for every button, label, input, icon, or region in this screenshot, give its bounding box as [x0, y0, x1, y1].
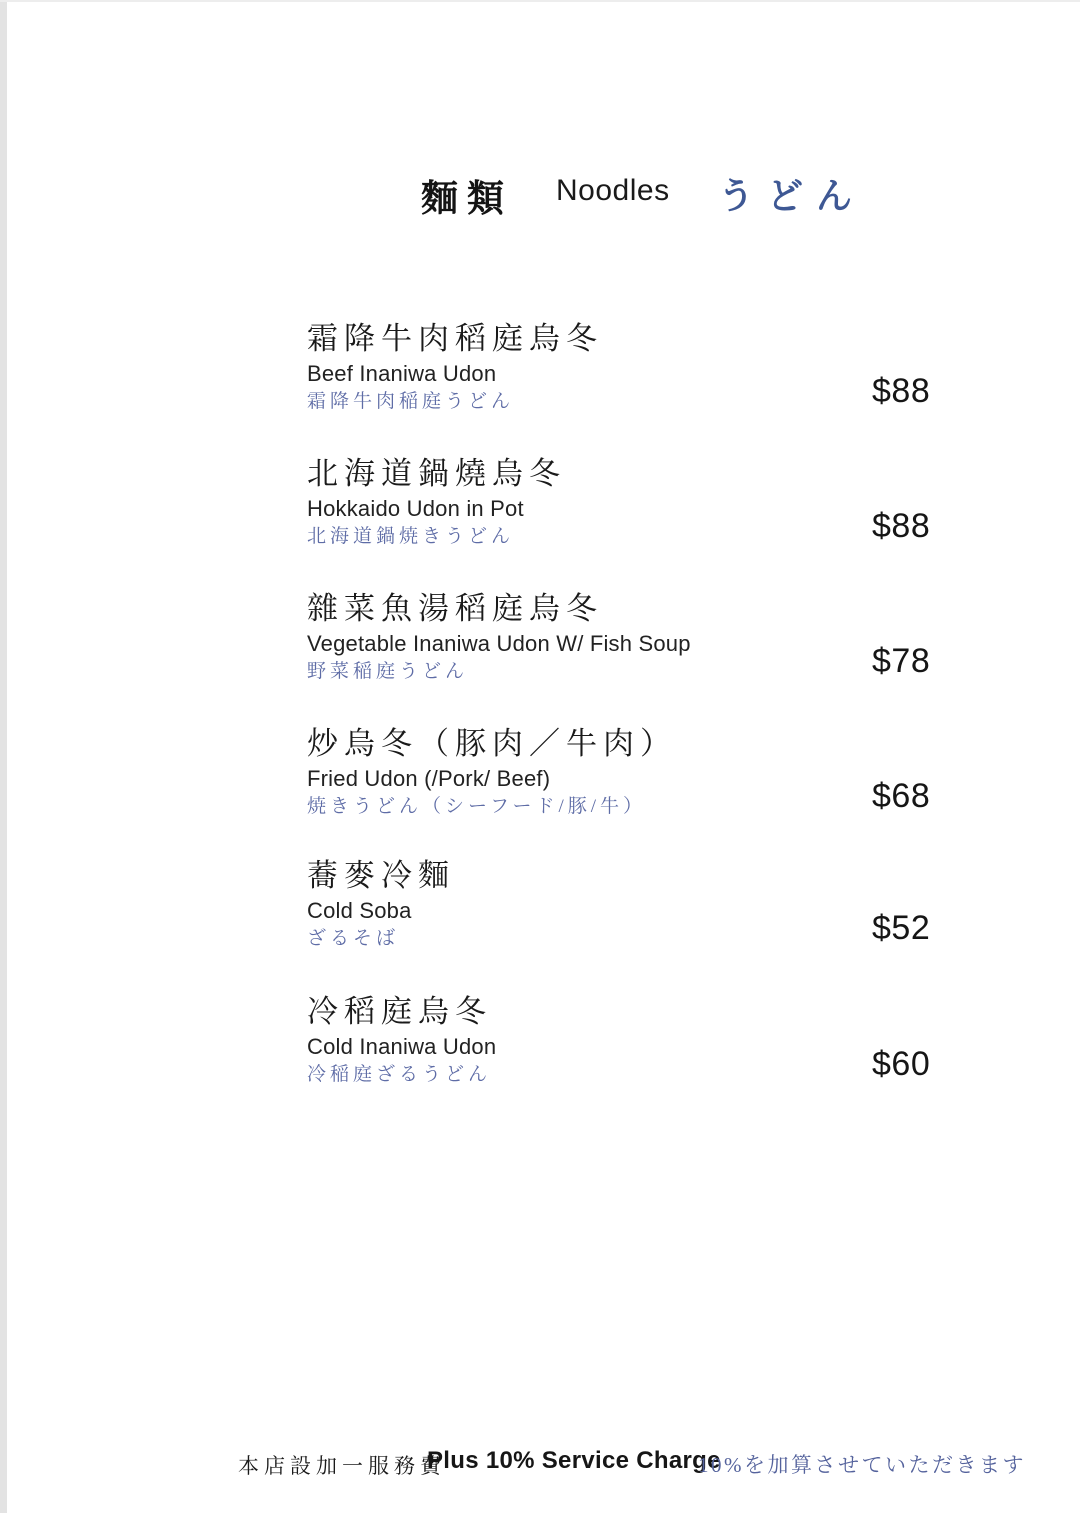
- item-name-japanese: 野菜稲庭うどん: [307, 661, 469, 682]
- item-price: $88: [872, 507, 931, 545]
- item-name-japanese: ざるそば: [307, 928, 400, 949]
- menu-item: [307, 994, 867, 1086]
- item-name-chinese: 蕎麥冷麵: [307, 858, 455, 893]
- item-price: $88: [872, 372, 931, 410]
- menu-item: [307, 456, 867, 548]
- item-name-japanese: 霜降牛肉稲庭うどん: [307, 391, 515, 412]
- item-name-english: Vegetable Inaniwa Udon W/ Fish Soup: [307, 631, 691, 656]
- item-price: $68: [872, 777, 931, 815]
- footer-note-chinese: 本店設加一服務費: [238, 1454, 446, 1478]
- item-name-chinese: 霜降牛肉稻庭烏冬: [307, 321, 603, 356]
- page-left-edge: [0, 0, 7, 1513]
- menu-item: [307, 858, 867, 950]
- menu-item: [307, 726, 867, 818]
- item-name-english: Hokkaido Udon in Pot: [307, 496, 524, 521]
- item-name-chinese: 炒烏冬（豚肉／牛肉）: [307, 726, 677, 761]
- menu-item: [307, 591, 867, 683]
- item-price: $78: [872, 642, 931, 680]
- page-top-edge: [0, 0, 1080, 2]
- item-name-chinese: 北海道鍋燒烏冬: [307, 456, 566, 491]
- item-name-japanese: 北海道鍋焼きうどん: [307, 526, 515, 547]
- item-name-japanese: 冷稲庭ざるうどん: [307, 1064, 492, 1085]
- item-name-english: Fried Udon (/Pork/ Beef): [307, 766, 551, 791]
- item-name-japanese: 焼きうどん（シーフード/豚/牛）: [307, 796, 647, 817]
- menu-item: [307, 321, 867, 413]
- item-name-english: Cold Soba: [307, 898, 412, 923]
- footer-note-english: Plus 10% Service Charge: [427, 1447, 721, 1474]
- item-price: $52: [872, 909, 931, 947]
- item-name-chinese: 雜菜魚湯稻庭烏冬: [307, 591, 603, 626]
- item-name-english: Beef Inaniwa Udon: [307, 361, 497, 386]
- footer-note-japanese: 10%を加算させていただきます: [698, 1453, 1026, 1477]
- item-name-english: Cold Inaniwa Udon: [307, 1034, 497, 1059]
- section-title-english: Noodles: [556, 174, 670, 207]
- section-title-japanese: うどん: [718, 176, 866, 216]
- section-title-chinese: 麵類: [421, 179, 513, 220]
- item-name-chinese: 冷稻庭烏冬: [307, 994, 492, 1029]
- item-price: $60: [872, 1045, 931, 1083]
